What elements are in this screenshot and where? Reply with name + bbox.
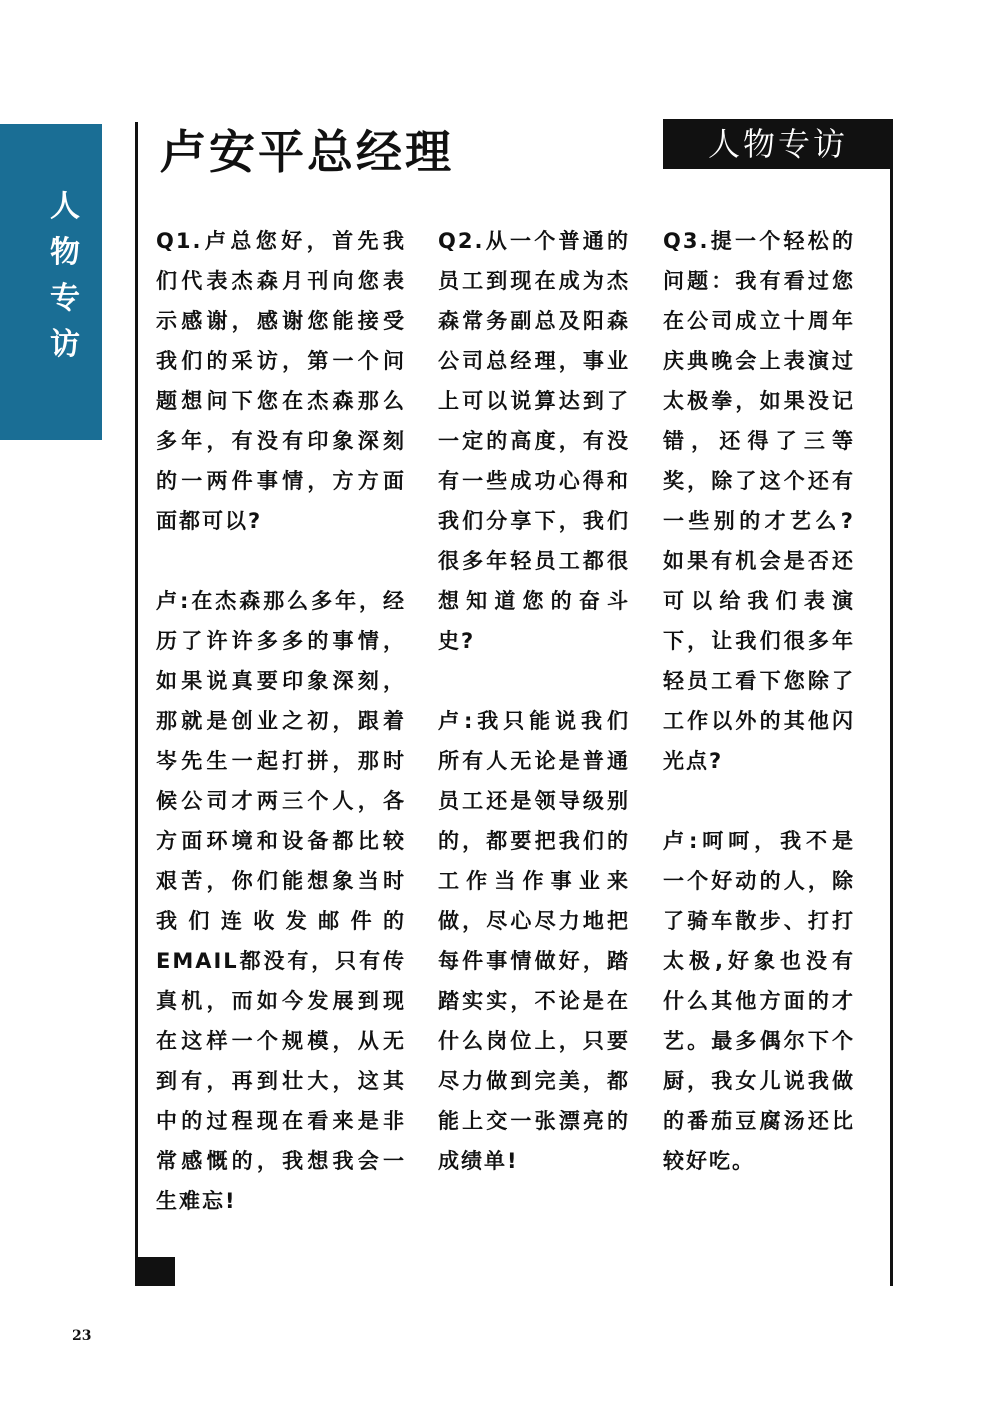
page-number: 23: [72, 1328, 92, 1344]
left-vertical-rule: [135, 122, 138, 1286]
interview-column-2: [438, 221, 630, 1181]
question-3: Q3.提一个轻松的问题：我有看过您在公司成立十周年庆典晚会上表演过太极拳，如果没记错，还得了三等奖，除了这个还有一些别的才艺么?如果有机会是否还可以给我们表演下，让我们很多年轻员工看下您除了工作以外的其他闪光点?: [663, 229, 855, 773]
corner-block: [135, 1257, 175, 1286]
question-2: Q2.从一个普通的员工到现在成为杰森常务副总及阳森公司总经理，事业上可以说算达到了一定的高度，有没有一些成功心得和我们分享下，我们很多年轻员工都很想知道您的奋斗史?: [438, 229, 630, 653]
question-1: Q1.卢总您好，首先我们代表杰森月刊向您表示感谢，感谢您能接受我们的采访，第一个问题想问下您在杰森那么多年，有没有印象深刻的一两件事情，方方面面都可以?: [156, 229, 406, 533]
page-title: 卢安平总经理: [160, 125, 454, 179]
answer-2: 卢:我只能说我们所有人无论是普通员工还是领导级别的，都要把我们的工作当作事业来做，尽心尽力地把每件事情做好，踏踏实实，不论是在什么岗位上，只要尽力做到完美，都能上交一张漂亮的成绩单!: [438, 709, 630, 1173]
section-side-tab-label: 人物专访: [50, 189, 80, 362]
right-vertical-rule: [890, 168, 893, 1286]
interview-column-3: [663, 221, 855, 1181]
section-badge: 人物专访: [663, 119, 893, 169]
answer-3: 卢:呵呵，我不是一个好动的人，除了骑车散步、打打太极,好象也没有什么其他方面的才艺。最多偶尔下个厨，我女儿说我做的番茄豆腐汤还比较好吃。: [663, 829, 855, 1173]
answer-1: 卢:在杰森那么多年，经历了许许多多的事情，如果说真要印象深刻，那就是创业之初，跟着岑先生一起打拼，那时候公司才两三个人，各方面环境和设备都比较艰苦，你们能想象当时我们连收发邮件的EMAIL都没有，只有传真机，而如今发展到现在这样一个规模，从无到有，再到壮大，这其中的过程现在看来是非常感慨的，我想我会一生难忘!: [156, 589, 406, 1213]
interview-column-1: [156, 221, 406, 1221]
section-side-tab: [0, 124, 102, 440]
